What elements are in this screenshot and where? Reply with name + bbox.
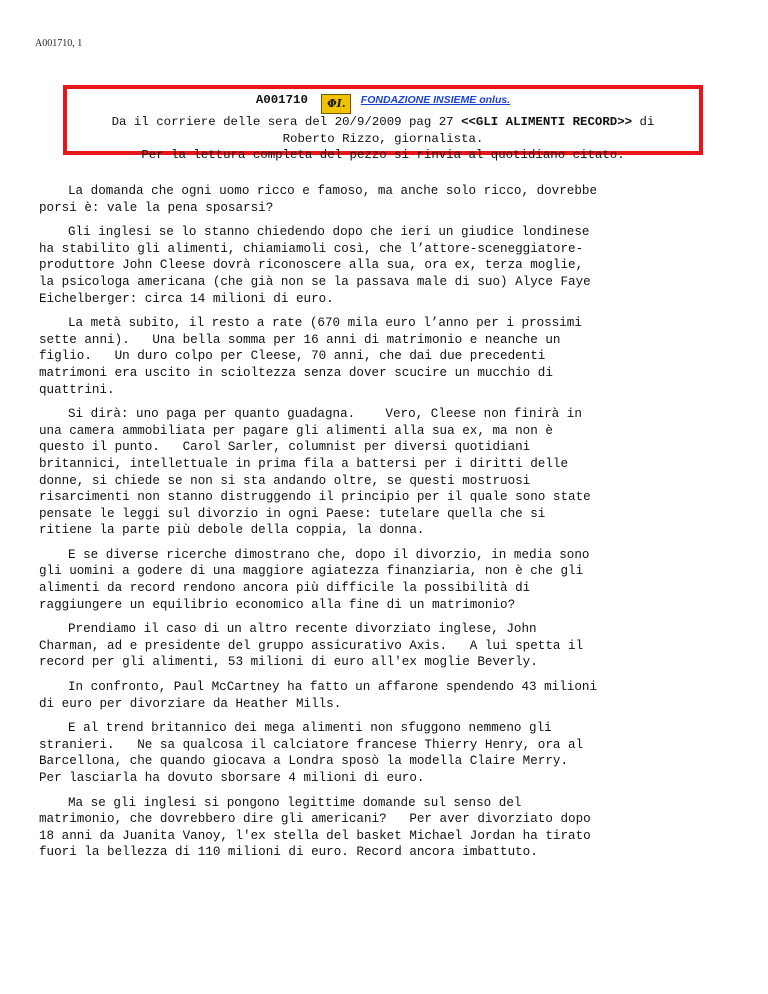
source-article-title: <<GLI ALIMENTI RECORD>> <box>461 115 633 129</box>
foundation-logo-icon: ΦI. <box>321 94 351 114</box>
source-header-box <box>63 85 703 162</box>
header-title-line <box>67 92 699 114</box>
article-paragraph: Prendiamo il caso di un altro recente divorziato inglese, John Charman, ad e presidente del gruppo assicurativo Axis. A lui spetta il record per gli alimenti, 53 milioni di euro all'ex moglie Beverly. <box>39 622 584 670</box>
source-line <box>67 114 699 131</box>
article-body <box>39 183 739 869</box>
document-code: A001710 <box>255 93 308 107</box>
source-prefix: Da il corriere delle sera del 20/9/2009 pag 27 <box>111 115 462 129</box>
reading-note: Per la lettura completa del pezzo si rinvia al quotidiano citato. <box>141 148 625 162</box>
article-paragraph: Ma se gli inglesi si pongono legittime domande sul senso del matrimonio, che dovrebbero dire gli americani? Per aver divorziato dopo 18 anni da Juanita Vanoy, l'ex stella del basket Michael Jordan ha tirato fuori la bellezza di 110 milioni di euro. Record ancora imbattuto. <box>39 795 591 860</box>
article-paragraph: In confronto, Paul McCartney ha fatto un affarone spendendo 43 milioni di euro per divorziare da Heather Mills. <box>39 680 598 711</box>
author-line: Roberto Rizzo, giornalista. <box>282 131 484 146</box>
article-paragraph: La domanda che ogni uomo ricco e famoso, ma anche solo ricco, dovrebbe porsi è: vale la pena sposarsi? <box>39 184 598 215</box>
page-reference: A001710, 1 <box>35 38 83 49</box>
article-paragraph: E al trend britannico dei mega alimenti non sfuggono nemmeno gli stranieri. Ne sa qualcosa il calciatore francese Thierry Henry, ora al Barcellona, che quando giocava a Londra sposò la modella Claire Merry. Per lasciarla ha dovuto sborsare 4 milioni di euro. <box>39 721 584 785</box>
article-paragraph: E se diverse ricerche dimostrano che, dopo il divorzio, in media sono gli uomini a godere di una maggiore agiatezza finanziaria, non è che gli alimenti da record rendono ancora più difficile la possibilità di raggiungere un equilibrio economico alla fine di un matrimonio? <box>39 547 590 612</box>
article-paragraph: Gli inglesi se lo stanno chiedendo dopo che ieri un giudice londinese ha stabilito gli alimenti, chiamiamoli così, che l’attore-sceneggiatore- produttore John Cleese dovrà riconoscere alla sua, ora ex, terza moglie, la psicologa americana (che già non se la passava male di suo) Alyce Faye Eichelberger: circa 14 milioni di euro. <box>39 225 591 306</box>
article-paragraph: La metà subito, il resto a rate (670 mila euro l’anno per i prossimi sette anni). Una bella somma per 16 anni di matrimonio e neanche un figlio. Un duro colpo per Cleese, 70 anni, che dai due precedenti matrimoni era uscito in scioltezza senza dover scucire un mucchio di quattrini. <box>39 316 582 397</box>
article-paragraph: Si dirà: uno paga per quanto guadagna. Vero, Cleese non finirà in una camera ammobiliata per pagare gli alimenti alla sua ex, ma non è questo il punto. Carol Sarler, columnist per diversi quotidiani britannici, intellettuale in prima fila a battersi per i diritti delle donne, si chiede se non si sta andando oltre, se questi mostruosi risarcimenti non stanno distruggendo il principio per il quale sono state pensate le leggi sul divorzio in ogni Paese: tutelare quella che si ritiene la parte più debole della coppia, la donna. <box>39 407 591 538</box>
source-suffix: di <box>632 115 655 129</box>
foundation-link[interactable]: FONDAZIONE INSIEME onlus. <box>360 94 511 106</box>
